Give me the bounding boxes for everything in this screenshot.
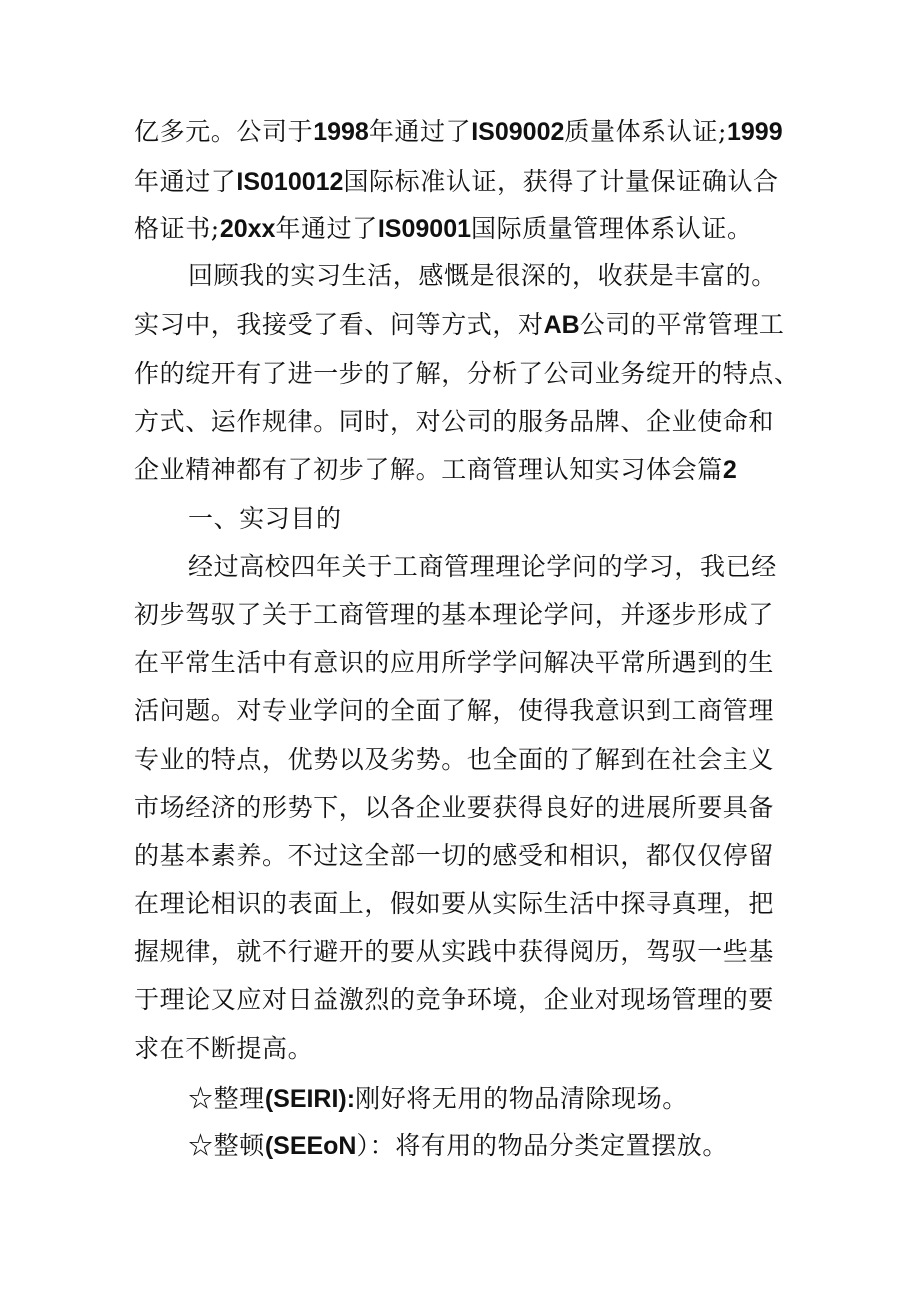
text-line-15: 市场经济的形势下，以各企业要获得良好的进展所要具备 <box>134 793 775 822</box>
section-heading: 一、实习目的 <box>188 504 342 533</box>
text-line-12: 在平常生活中有意识的应用所学学问解决平常所遇到的生 <box>134 648 775 677</box>
paragraph-start-purpose: 经过高校四年关于工商管理理论学问的学习，我已经 <box>188 552 777 581</box>
text-line-3: 格证书;20xx年通过了IS09001国际质量管理体系认证。 <box>134 214 753 243</box>
text-line-13: 活问题。对专业学问的全面了解，使得我意识到工商管理 <box>134 696 775 725</box>
text-line-14: 专业的特点，优势以及劣势。也全面的了解到在社会主义 <box>134 745 775 774</box>
text-line-17: 在理论相识的表面上，假如要从实际生活中探寻真理，把 <box>134 889 775 918</box>
list-item-seeon: ☆整顿(SEEoN）：将有用的物品分类定置摆放。 <box>188 1131 729 1160</box>
text-line-6: 作的绽开有了进一步的了解，分析了公司业务绽开的特点、 <box>134 359 800 388</box>
text-line-2: 年通过了IS010012国际标准认证，获得了计量保证确认合 <box>134 167 779 196</box>
text-line-7: 方式、运作规律。同时，对公司的服务品牌、企业使命和 <box>134 407 775 436</box>
text-line-18: 握规律，就不行避开的要从实践中获得阅历，驾驭一些基 <box>134 937 775 966</box>
text-line-8: 企业精神都有了初步了解。工商管理认知实习体会篇2 <box>134 455 737 484</box>
text-line-20: 求在不断提高。 <box>134 1034 314 1063</box>
text-line-16: 的基本素养。不过这全部一切的感受和相识，都仅仅停留 <box>134 841 775 870</box>
paragraph-start-review: 回顾我的实习生活，感慨是很深的，收获是丰富的。 <box>188 261 777 290</box>
text-line-19: 于理论又应对日益激烈的竞争环境，企业对现场管理的要 <box>134 985 775 1014</box>
text-line-11: 初步驾驭了关于工商管理的基本理论学问，并逐步形成了 <box>134 600 775 629</box>
text-line-1: 亿多元。公司于1998年通过了IS09002质量体系认证;1999 <box>134 117 783 146</box>
text-line-5: 实习中，我接受了看、问等方式，对AB公司的平常管理工 <box>134 310 785 339</box>
list-item-seiri: ☆整理(SEIRI):刚好将无用的物品清除现场。 <box>188 1084 688 1113</box>
